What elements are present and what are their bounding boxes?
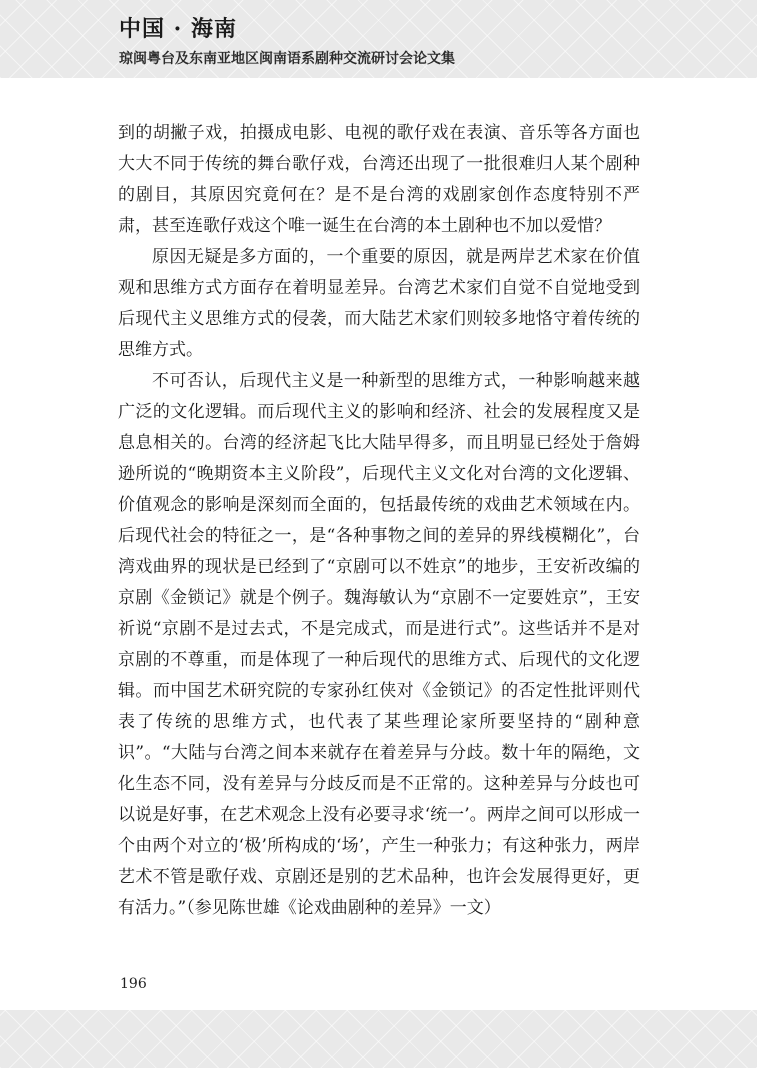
page-number: 196 [120,976,147,992]
body-text [118,118,640,924]
paragraph-1: 到的胡撇子戏，拍摄成电影、电视的歌仔戏在表演、音乐等各方面也大大不同于传统的舞台歌仔戏，台湾还出现了一批很难归人某个剧种的剧目，其原因究竟何在？是不是台湾的戏剧家创作态度特别不严肃，甚至连歌仔戏这个唯一诞生在台湾的本土剧种也不加以爱惜？ [118,123,640,236]
paragraph-2: 原因无疑是多方面的，一个重要的原因，就是两岸艺术家在价值观和思维方式方面存在着明显差异。台湾艺术家们自觉不自觉地受到后现代主义思维方式的侵袭，而大陆艺术家们则较多地恪守着传统的思维方式。 [118,247,640,360]
header-band [0,0,757,78]
paragraph-3: 不可否认，后现代主义是一种新型的思维方式，一种影响越来越广泛的文化逻辑。而后现代主义的影响和经济、社会的发展程度又是息息相关的。台湾的经济起飞比大陆早得多，而且明显已经处于詹姆逊所说的“晚期资本主义阶段”，后现代主义文化对台湾的文化逻辑、价值观念的影响是深刻而全面的，包括最传统的戏曲艺术领域在内。后现代社会的特征之一，是“各种事物之间的差异的界线模糊化”，台湾戏曲界的现状是已经到了“京剧可以不姓京”的地步，王安祈改编的京剧《金锁记》就是个例子。魏海敏认为“京剧不一定要姓京”，王安祈说“京剧不是过去式，不是完成式，而是进行式”。这些话并不是对京剧的不尊重，而是体现了一种后现代的思维方式、后现代的文化逻辑。而中国艺术研究院的专家孙红侠对《金锁记》的否定性批评则代表了传统的思维方式，也代表了某些理论家所要坚持的“剧种意识”。“大陆与台湾之间本来就存在着差异与分歧。数十年的隔绝，文化生态不同，没有差异与分歧反而是不正常的。这种差异与分歧也可以说是好事，在艺术观念上没有必要寻求‘统一’。两岸之间可以形成一个由两个对立的‘极’所构成的‘场’，产生一种张力；有这种张力，两岸艺术不管是歌仔戏、京剧还是别的艺术品种，也许会发展得更好，更有活力。”（参见陈世雄《论戏曲剧种的差异》一文） [118,371,640,918]
footer-band [0,1010,757,1068]
header-subtitle: 琼闽粤台及东南亚地区闽南语系剧种交流研讨会论文集 [119,51,455,67]
header-title: 中国 · 海南 [119,16,237,42]
